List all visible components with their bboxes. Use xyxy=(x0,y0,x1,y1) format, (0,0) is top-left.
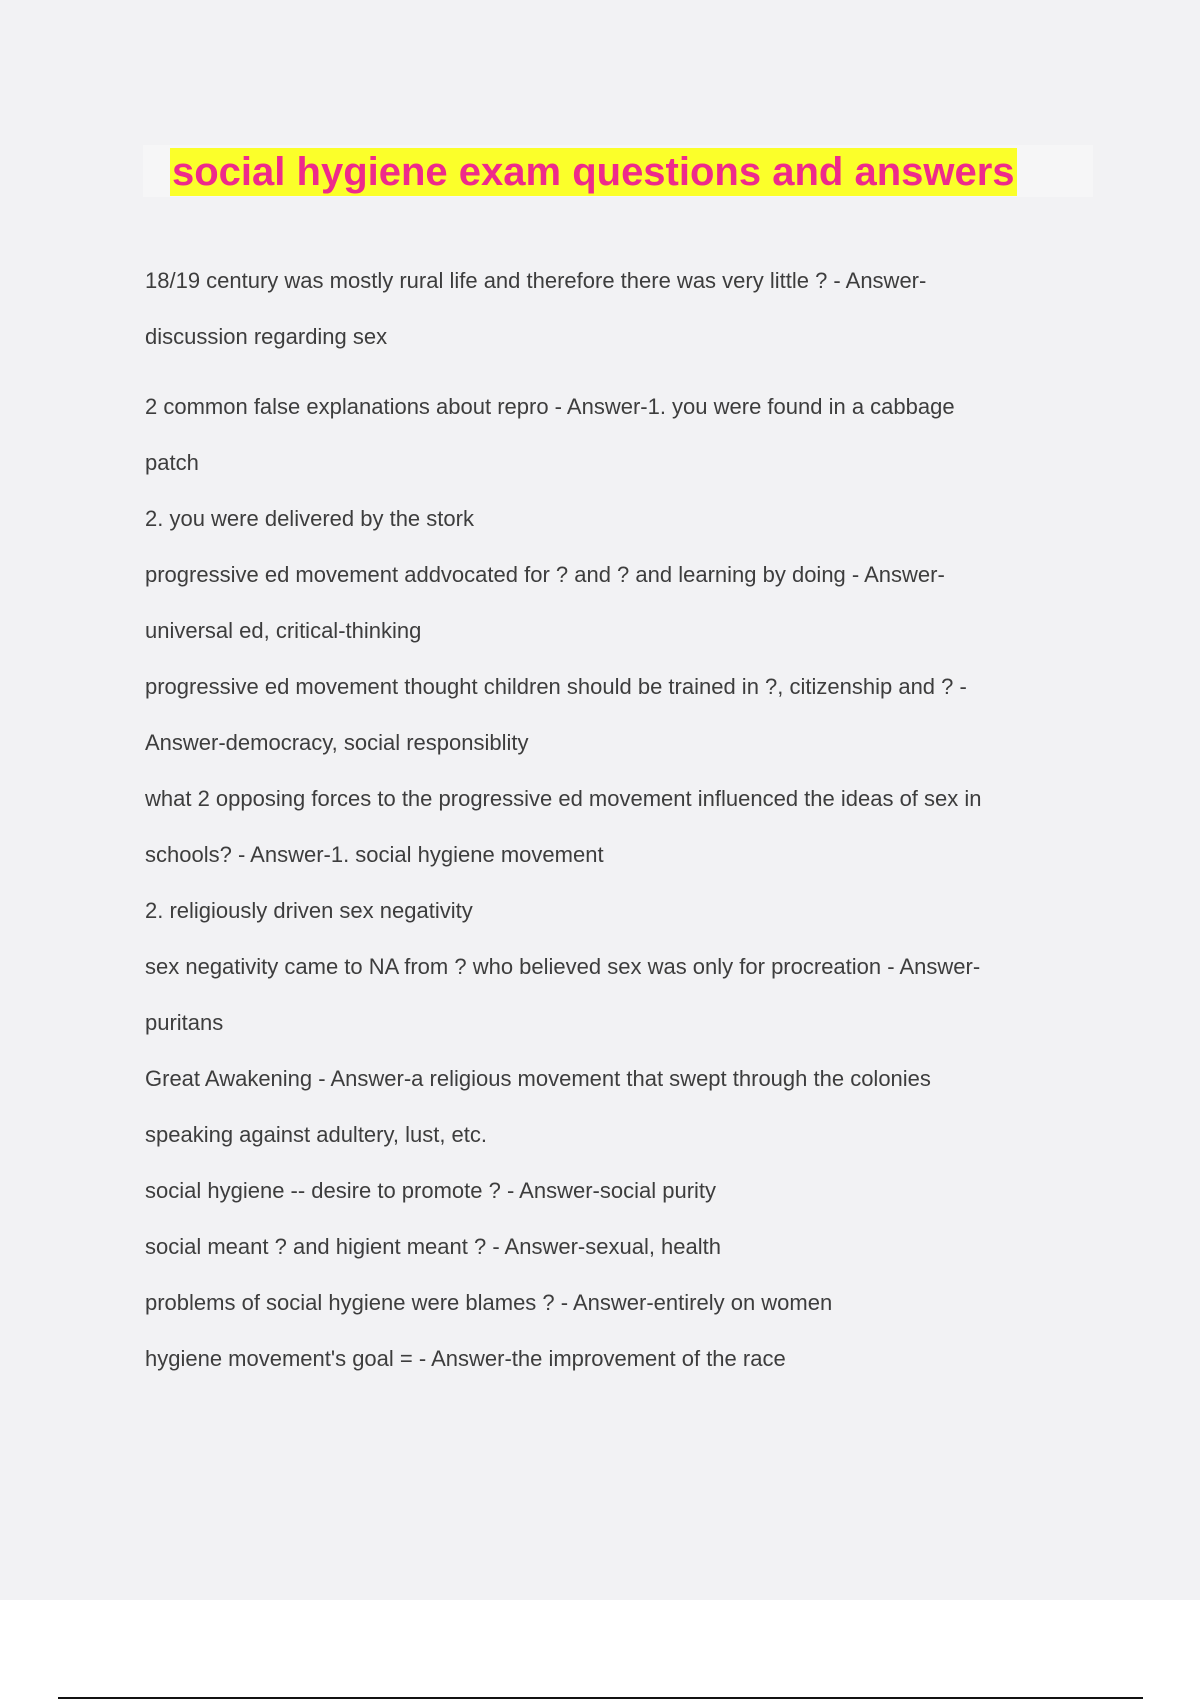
footer-rule xyxy=(58,1697,1143,1699)
qa-line: puritans xyxy=(145,1010,224,1035)
qa-line: social meant ? and higient meant ? - Answer-sexual, health xyxy=(145,1234,721,1259)
qa-line: Great Awakening - Answer-a religious movement that swept through the colonies xyxy=(145,1066,931,1091)
qa-line: 2. you were delivered by the stork xyxy=(145,506,474,531)
qa-line: hygiene movement's goal = - Answer-the improvement of the race xyxy=(145,1346,786,1371)
qa-line: progressive ed movement thought children should be trained in ?, citizenship and ? - xyxy=(145,674,967,699)
qa-line: 18/19 century was mostly rural life and therefore there was very little ? - Answer- xyxy=(145,268,927,293)
paragraph-gap xyxy=(145,365,1085,379)
document-title: social hygiene exam questions and answers xyxy=(172,150,1015,194)
qa-content xyxy=(145,253,1085,1387)
qa-line: schools? - Answer-1. social hygiene movement xyxy=(145,842,604,867)
qa-line: what 2 opposing forces to the progressive ed movement influenced the ideas of sex in xyxy=(145,786,982,811)
qa-line: speaking against adultery, lust, etc. xyxy=(145,1122,488,1147)
qa-line: sex negativity came to NA from ? who believed sex was only for procreation - Answer- xyxy=(145,954,981,979)
qa-line: progressive ed movement addvocated for ? and ? and learning by doing - Answer- xyxy=(145,562,945,587)
qa-line: 2. religiously driven sex negativity xyxy=(145,898,473,923)
qa-line: social hygiene -- desire to promote ? - Answer-social purity xyxy=(145,1178,717,1203)
qa-line: patch xyxy=(145,450,199,475)
qa-line: universal ed, critical-thinking xyxy=(145,618,422,643)
qa-line: Answer-democracy, social responsiblity xyxy=(145,730,529,755)
qa-line: problems of social hygiene were blames ? - Answer-entirely on women xyxy=(145,1290,833,1315)
qa-line: 2 common false explanations about repro - Answer-1. you were found in a cabbage xyxy=(145,394,955,419)
qa-line: discussion regarding sex xyxy=(145,324,388,349)
